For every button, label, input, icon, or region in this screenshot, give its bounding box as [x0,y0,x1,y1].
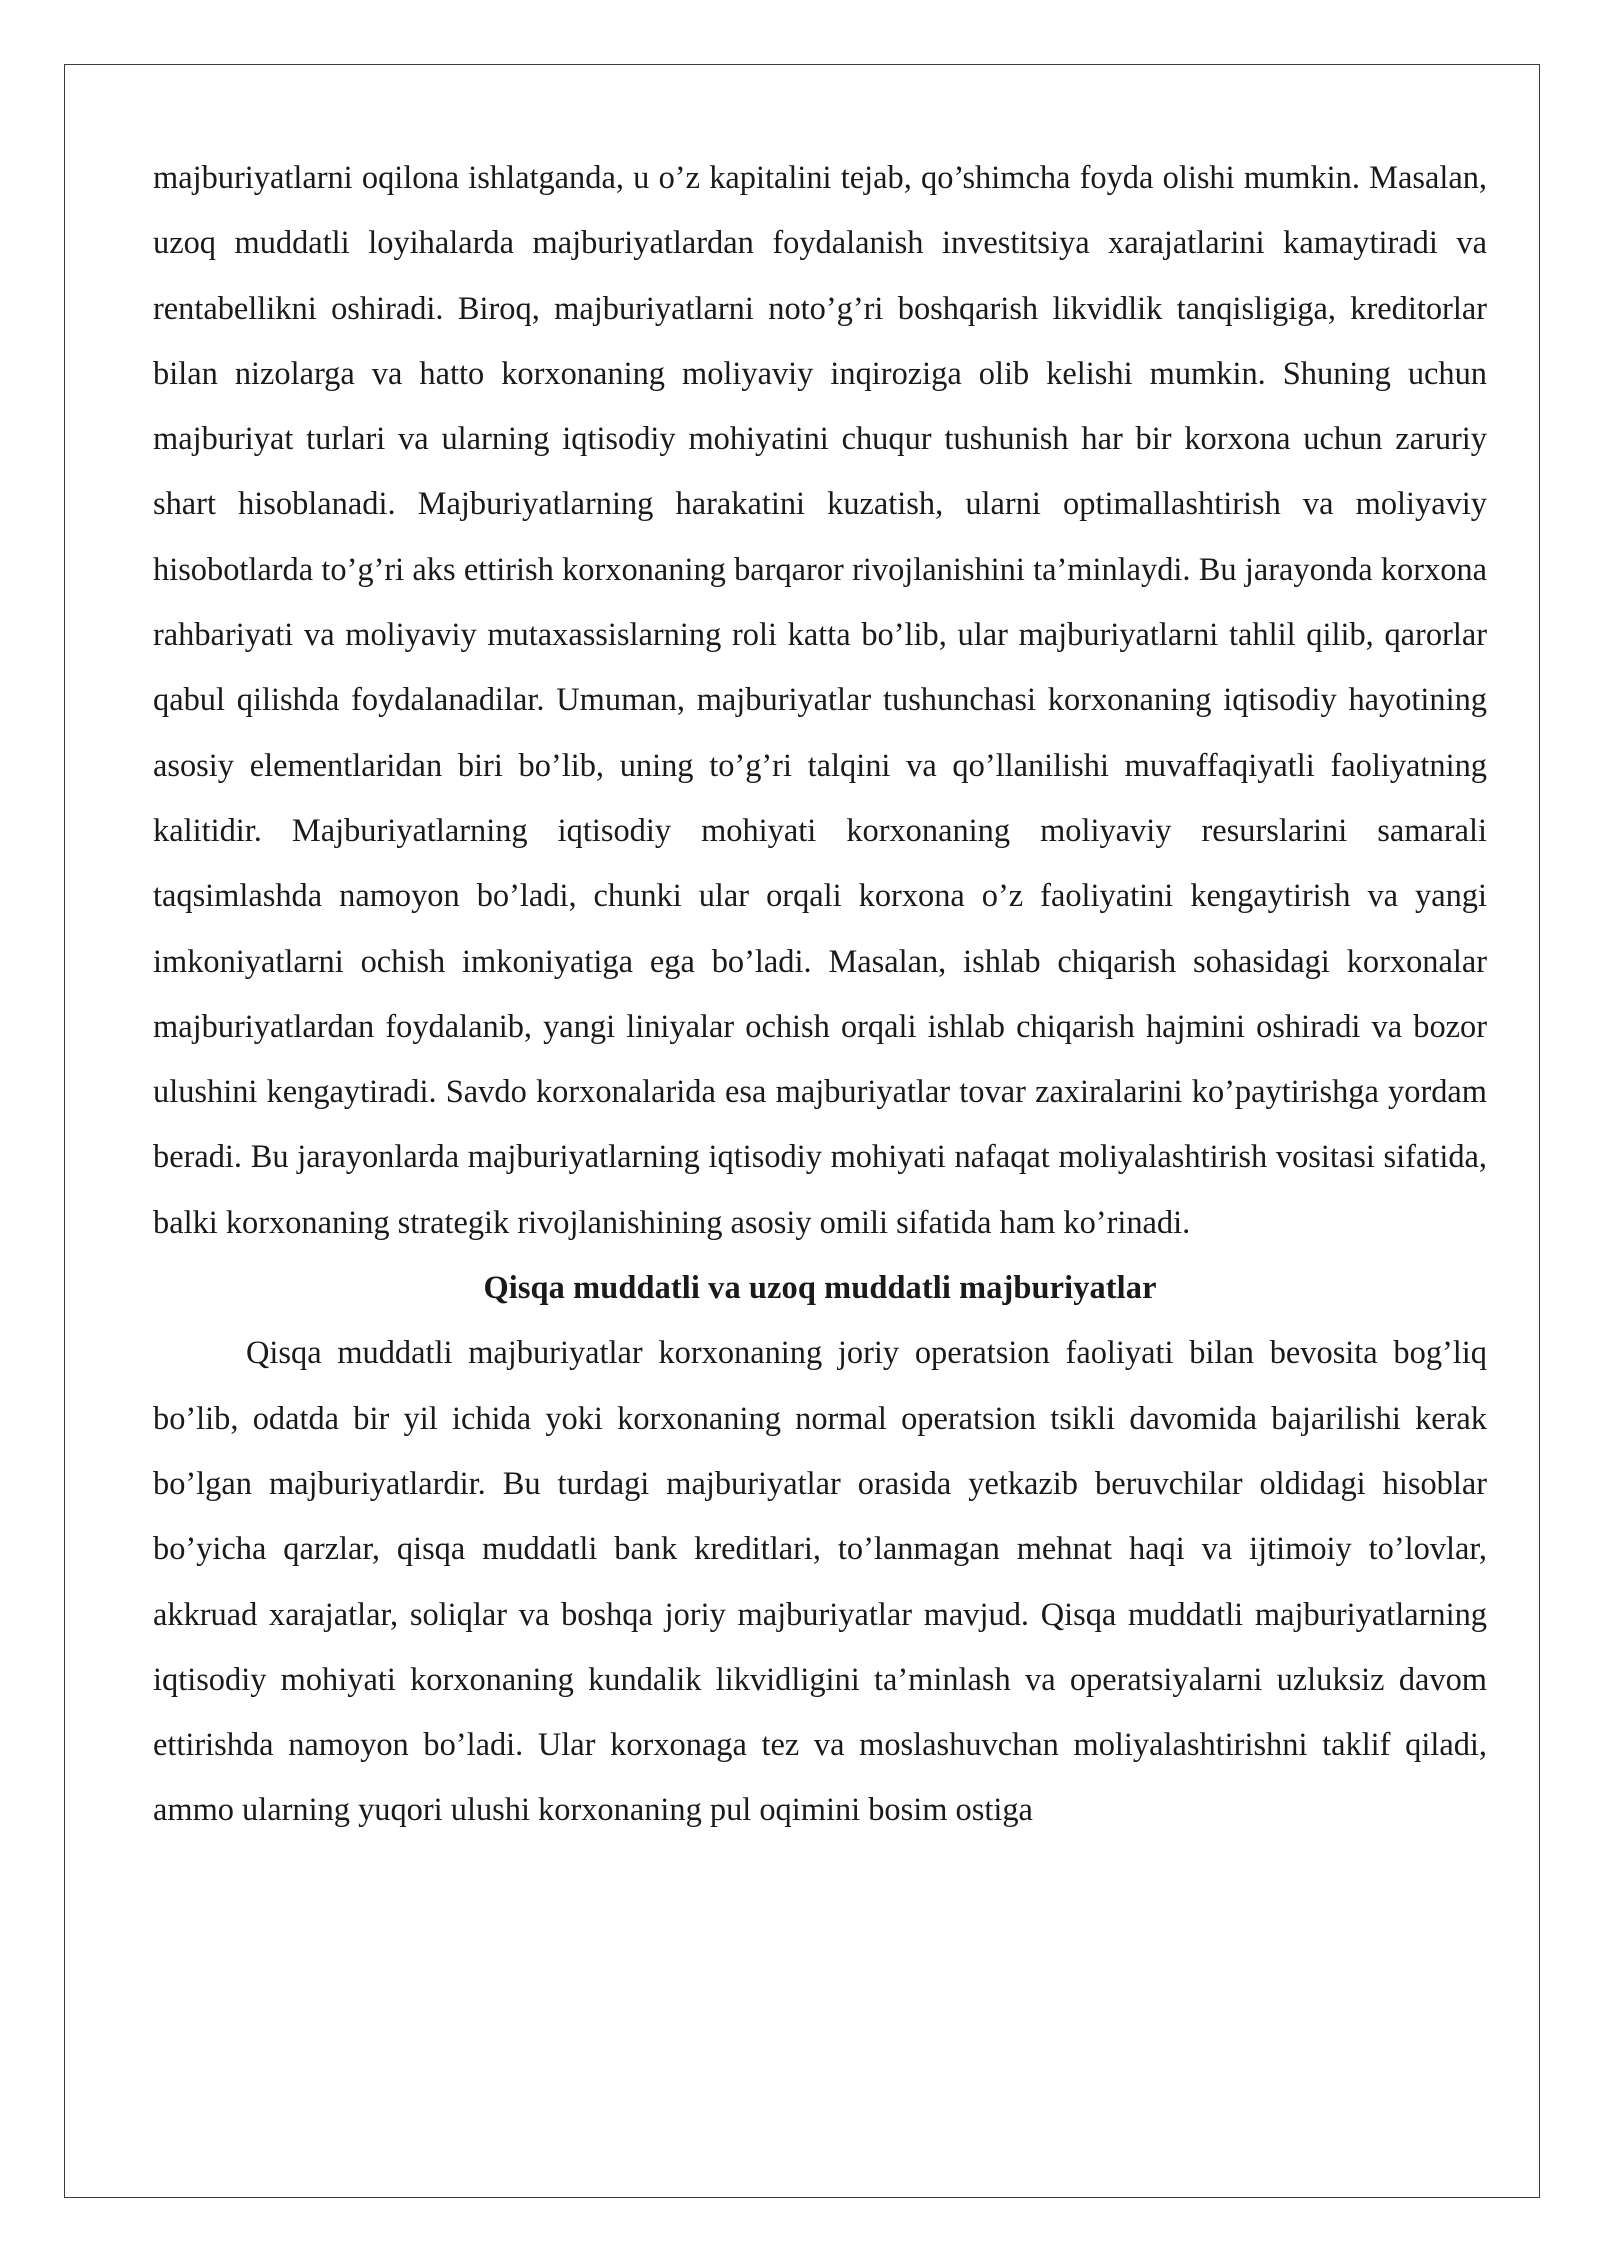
section-heading: Qisqa muddatli va uzoq muddatli majburiyatlar [483,1270,1157,1307]
body-paragraph-1: majburiyatlarni oqilona ishlatganda, u o’z kapitalini tejab, qo’shimcha foyda olishi mumkin. Masalan, uzoq muddatli loyihalarda majburiyatlardan foydalanish investitsiya xarajatlarini kamaytiradi va rentabellikni oshiradi. Biroq, majburiyatlarni noto’g’ri boshqarish likvidlik tanqisligiga, kreditorlar bilan nizolarga va hatto korxonaning moliyaviy inqiroziga olib kelishi mumkin. Shuning uchun majburiyat turlari va ularning iqtisodiy mohiyatini chuqur tushunish har bir korxona uchun zaruriy shart hisoblanadi. Majburiyatlarning harakatini kuzatish, ularni optimallashtirish va moliyaviy hisobotlarda to’g’ri aks ettirish korxonaning barqaror rivojlanishini ta’minlaydi. Bu jarayonda korxona rahbariyati va moliyaviy mutaxassislarning roli katta bo’lib, ular majburiyatlarni tahlil qilib, qarorlar qabul qilishda foydalanadilar. Umuman, majburiyatlar tushunchasi korxonaning iqtisodiy hayotining asosiy elementlaridan biri bo’lib, uning to’g’ri talqini va qo’llanilishi muvaffaqiyatli faoliyatning kalitidir. Majburiyatlarning iqtisodiy mohiyati korxonaning moliyaviy resurslarini samarali taqsimlashda namoyon bo’ladi, chunki ular orqali korxona o’z faoliyatini kengaytirish va yangi imkoniyatlarni ochish imkoniyatiga ega bo’ladi. Masalan, ishlab chiqarish sohasidagi korxonalar majburiyatlardan foydalanib, yangi liniyalar ochish orqali ishlab chiqarish hajmini oshiradi va bozor ulushini kengaytiradi. Savdo korxonalarida esa majburiyatlar tovar zaxiralarini ko’paytirishga yordam beradi. Bu jarayonlarda majburiyatlarning iqtisodiy mohiyati nafaqat moliyalashtirish vositasi sifatida, balki korxonaning strategik rivojlanishining asosiy omili sifatida ham ko’rinadi. [153,160,1487,1241]
document-body [153,146,1487,1844]
body-paragraph-2: Qisqa muddatli majburiyatlar korxonaning joriy operatsion faoliyati bilan bevosita bog’liq bo’lib, odatda bir yil ichida yoki korxonaning normal operatsion tsikli davomida bajarilishi kerak bo’lgan majburiyatlardir. Bu turdagi majburiyatlar orasida yetkazib beruvchilar oldidagi hisoblar bo’yicha qarzlar, qisqa muddatli bank kreditlari, to’lanmagan mehnat haqi va ijtimoiy to’lovlar, akkruad xarajatlar, soliqlar va boshqa joriy majburiyatlar mavjud. Qisqa muddatli majburiyatlarning iqtisodiy mohiyati korxonaning kundalik likvidligini ta’minlash va operatsiyalarni uzluksiz davom ettirishda namoyon bo’ladi. Ular korxonaga tez va moslashuvchan moliyalashtirishni taklif qiladi, ammo ularning yuqori ulushi korxonaning pul oqimini bosim ostiga [153,1335,1487,1829]
